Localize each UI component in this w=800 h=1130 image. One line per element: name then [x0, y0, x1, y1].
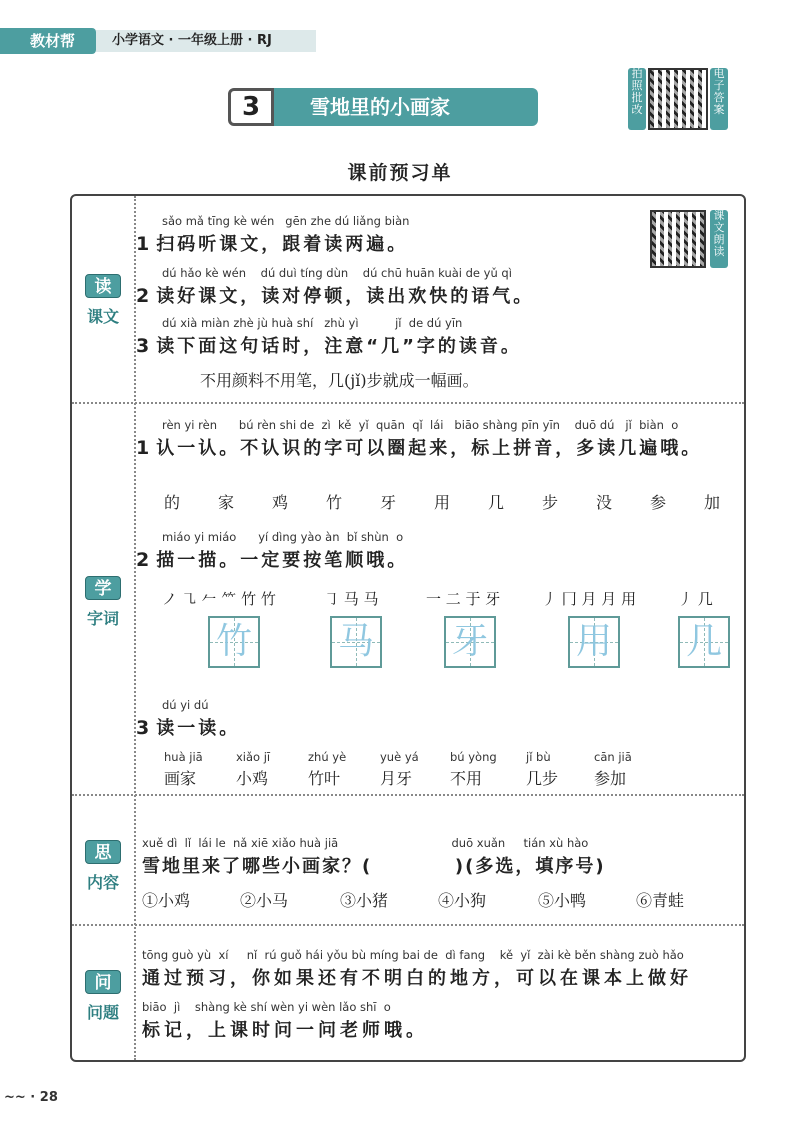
- stroke-order: 一 二 于 牙: [426, 590, 501, 608]
- page-number: ~~ · 28: [4, 1090, 58, 1105]
- option-item[interactable]: ④小狗: [438, 891, 487, 910]
- listen-label: 课文朗读: [710, 210, 728, 268]
- lesson-banner: [228, 88, 538, 126]
- trace-char: 牙: [451, 621, 488, 662]
- tag-learn-sub: 字词: [86, 609, 119, 628]
- learn-q1-text: 1 认一认。不认识的字可以圈起来，标上拼音，多读几遍哦。: [136, 437, 703, 459]
- char-item[interactable]: 没: [596, 493, 613, 512]
- tag-think-sub: 内容: [86, 873, 119, 892]
- word-pinyin: xiǎo jī: [236, 750, 271, 764]
- learn-q3-pinyin: dú yi dú: [162, 698, 209, 712]
- section-think: [72, 796, 744, 926]
- stroke-order: 丿 几: [678, 590, 713, 608]
- word-pinyin: huà jiā: [164, 750, 203, 764]
- word-pinyin: yuè yá: [380, 750, 419, 764]
- think-question: 雪地里来了哪些小画家？( )(多选，填序号): [142, 856, 606, 877]
- learn-q3-text: 3 读一读。: [136, 717, 241, 739]
- word-item: 小鸡: [236, 769, 269, 788]
- think-pinyin: xuě dì lǐ lái le nǎ xiē xiǎo huà jiā duō xuǎn tián xù hào: [142, 836, 589, 850]
- e-answer-label: 电子答案: [710, 68, 728, 130]
- char-item[interactable]: 几: [488, 493, 505, 512]
- preview-sheet: [70, 194, 746, 1062]
- tag-ask-box: 问: [85, 970, 121, 994]
- char-item[interactable]: 参: [650, 493, 667, 512]
- tag-read-sub: 课文: [86, 307, 119, 326]
- section-read: [72, 196, 744, 404]
- char-item[interactable]: 用: [434, 493, 451, 512]
- word-pinyin: cān jiā: [594, 750, 632, 764]
- photo-correct-label: 拍照批改: [628, 68, 646, 130]
- trace-char: 用: [575, 621, 612, 662]
- word-pinyin: jǐ bù: [526, 750, 551, 764]
- option-item[interactable]: ⑤小鸭: [538, 891, 587, 910]
- answer-qr-code-icon[interactable]: [648, 68, 708, 130]
- stroke-order: ㇆ 马 马: [324, 590, 379, 608]
- char-item[interactable]: 步: [542, 493, 559, 512]
- tag-think-box: 思: [85, 840, 121, 864]
- q1-text: 1 扫码听课文，跟着读两遍。: [136, 233, 409, 255]
- listen-qr-code-icon[interactable]: [650, 210, 706, 268]
- option-item[interactable]: ①小鸡: [142, 891, 191, 910]
- trace-char: 几: [685, 621, 722, 662]
- q3-pinyin: dú xià miàn zhè jù huà shí zhù yì jǐ de dú yīn: [162, 316, 463, 330]
- q2-pinyin: dú hǎo kè wén dú duì tíng dùn dú chū huān kuài de yǔ qì: [162, 266, 512, 280]
- word-item: 不用: [450, 769, 483, 788]
- word-item: 参加: [594, 769, 627, 788]
- tag-read-box: 读: [85, 274, 121, 298]
- example-sentence: 不用颜料不用笔，几(jǐ)步就成一幅画。: [200, 371, 479, 390]
- tag-learn: [84, 576, 122, 629]
- trace-char: 马: [337, 621, 374, 662]
- section-learn: [72, 404, 744, 796]
- stroke-order: 丿 冂 月 月 用: [542, 590, 637, 608]
- learn-q1-pinyin: rèn yi rèn bú rèn shi de zì kě yǐ quān qǐ lái biāo shàng pīn yīn duō dú jǐ biàn o: [162, 418, 679, 432]
- section-ask: [72, 926, 744, 1060]
- sheet-title: 课前预习单: [347, 162, 453, 184]
- ask-line-2: 标记，上课时问一问老师哦。: [142, 1020, 428, 1041]
- char-item[interactable]: 家: [218, 493, 235, 512]
- lesson-title: 雪地里的小画家: [274, 88, 538, 126]
- stroke-order: ノ ㇈ 𠂉 ⺮ 竹 竹: [162, 590, 276, 608]
- word-item: 几步: [526, 769, 559, 788]
- char-item[interactable]: 加: [704, 493, 721, 512]
- q1-pinyin: sǎo mǎ tīng kè wén gēn zhe dú liǎng biàn: [162, 214, 410, 228]
- trace-box[interactable]: [330, 616, 382, 668]
- char-item[interactable]: 鸡: [272, 493, 289, 512]
- trace-box[interactable]: [208, 616, 260, 668]
- char-item[interactable]: 牙: [380, 493, 397, 512]
- word-pinyin: bú yòng: [450, 750, 497, 764]
- option-item[interactable]: ⑥青蛙: [636, 891, 685, 910]
- ask-pinyin-2: biāo jì shàng kè shí wèn yi wèn lǎo shī o: [142, 1000, 391, 1014]
- char-item[interactable]: 的: [164, 493, 181, 512]
- trace-char: 竹: [215, 621, 252, 662]
- book-title: 小学语文 · 一年级上册 · RJ: [96, 30, 316, 52]
- option-item[interactable]: ②小马: [240, 891, 289, 910]
- lesson-number: 3: [228, 88, 274, 126]
- option-item[interactable]: ③小猪: [340, 891, 389, 910]
- ask-pinyin-1: tōng guò yù xí nǐ rú guǒ hái yǒu bù míng bai de dì fang kě yǐ zài kè běn shàng zuò hǎo: [142, 948, 684, 962]
- tag-think: [84, 840, 122, 893]
- brand-label: 教材帮: [0, 28, 96, 54]
- tag-ask-sub: 问题: [86, 1003, 119, 1022]
- trace-box[interactable]: [444, 616, 496, 668]
- word-pinyin: zhú yè: [308, 750, 347, 764]
- tag-read: [84, 274, 122, 327]
- ask-line-1: 通过预习，你如果还有不明白的地方，可以在课本上做好: [142, 968, 692, 989]
- q3-text: 3 读下面这句话时，注意“几”字的读音。: [136, 335, 522, 357]
- trace-box[interactable]: [678, 616, 730, 668]
- word-item: 月牙: [380, 769, 413, 788]
- word-item: 画家: [164, 769, 197, 788]
- tag-ask: [84, 970, 122, 1023]
- char-item[interactable]: 竹: [326, 493, 343, 512]
- learn-q2-text: 2 描一描。一定要按笔顺哦。: [136, 549, 409, 571]
- learn-q2-pinyin: miáo yi miáo yí dìng yào àn bǐ shùn o: [162, 530, 404, 544]
- q2-text: 2 读好课文，读对停顿，读出欢快的语气。: [136, 285, 535, 307]
- word-item: 竹叶: [308, 769, 341, 788]
- tag-learn-box: 学: [85, 576, 121, 600]
- trace-box[interactable]: [568, 616, 620, 668]
